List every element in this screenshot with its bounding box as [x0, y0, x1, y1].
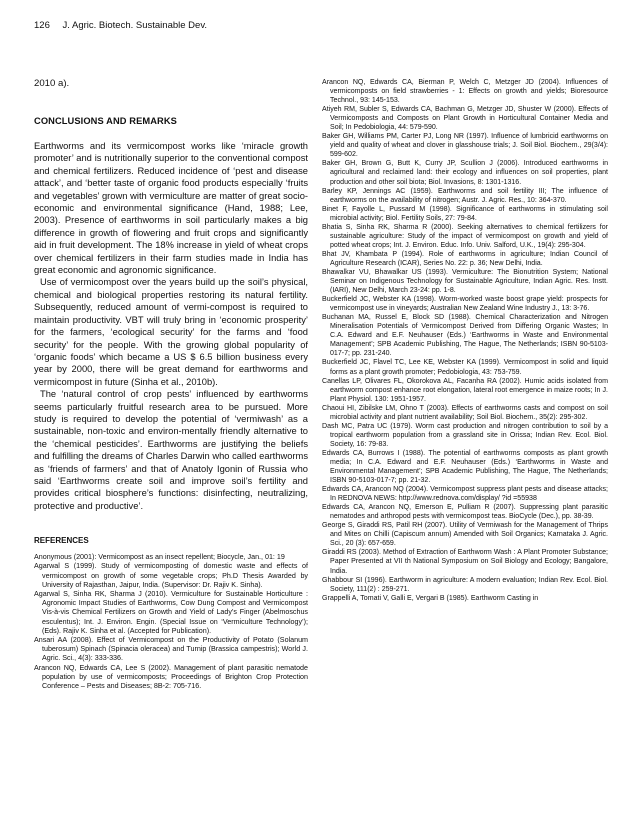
page-number: 126 [34, 20, 50, 31]
reference-list-right [322, 78, 608, 603]
reference-item: Edwards CA, Arancon NQ, Emerson E, Pulliam R (2007). Suppressing plant parasitic nematodes and arthropod pests with vermicompost teas. BioCycle (Dec.), pp. 38-39. [322, 504, 608, 521]
reference-item: Arancon NQ, Edwards CA, Lee S (2002). Management of plant parasitic nematode population by use of vermicomposts; Proceedings of Brighton Crop Protection Conference – Pests and Diseases; 8B-2: 705-716. [34, 663, 308, 691]
running-header [34, 20, 207, 31]
paragraph: Earthworms and its vermicompost works like ‘miracle growth promoter’ and is nutritionally superior to the conventional compost and chemical fertilizers. Reduced incidence of ‘pest and disease attack’, and ‘better taste of organic food products especially ‘fruits and vegetables’ grown with vermiculture are matter of great socio-economic and environmental significance (Hand, 1988; Lee, 2003). Presence of earthworms in soil particularly makes a big difference in growth of flowering and fruit crops and significantly aid in fruit development. The 18% increase in yield of wheat crops over chemical fertilizers in their farm studies made in India has great economic and agronomic significance. [34, 141, 308, 276]
reference-item: Chaoui HI, Zibilske LM, Ohno T (2003). Effects of earthworms casts and compost on soil microbial activity and plant nutrient availability; Soil Biol. Biochem., 35(2): 295-302. [322, 404, 608, 421]
reference-item: Binet F, Fayolle L, Pussard M (1998). Significance of earthworms in stimulating soil microbial activity; Biol. Fertility Soils, 27: 79-84. [322, 205, 608, 222]
paragraph: Use of vermicompost over the years build up the soil’s physical, chemical and biological properties restoring its natural fertility. Subsequently, reduced amount of vermi-compost is required to maintain productivity. VBT will truly bring in ‘economic prosperity’ for the farmers, ‘ecological security’ for the farms and ‘food security’ for the people. With the growing global popularity of ‘organic foods’ which became a US $ 6.5 billion business every year by 2000, there will be great demand for earthworms and vermicompost in future (Sinha et al., 2010b). [34, 277, 308, 387]
reference-list-left [34, 553, 308, 691]
reference-item: Agarwal S (1999). Study of vermicomposting of domestic waste and effects of vermicompost on growth of some vegetable crops; Ph.D Thesis Awarded by University of Rajasthan, Jaipur, India. (Supervisor: Dr. Rajiv K. Sinha). [34, 562, 308, 589]
reference-item: Atiyeh RM, Subler S, Edwards CA, Bachman G, Metzger JD, Shuster W (2000). Effects of Vermicomposts and Composts on Plant Growth in Horticultural Container Media and Soil; In Pedobiologia, 44: 579-590. [322, 106, 608, 132]
reference-item: Buckerfield JC, Webster KA (1998). Worm-worked waste boost grape yield: prospects for vermicompost use in vineyards; Australian New Zealand Wine Industry J., 13: 3-76. [322, 296, 608, 313]
paragraph: The ‘natural control of crop pests’ influenced by earthworms seems particularly fruitful research area to be pursued. More study is required to develop the potential of ‘vermiwash’ as a sustainable, non-toxic and environ-mentally friendly alternative to the ‘chemical pesticides’. Earthworms are justifying the beliefs and fulfilling the dreams of Charles Darwin who called earthworms as ‘friends of farmers’ and that of Anatoly Igonin of Russia who said ‘Earthworms create soil and improve soil’s fertility and provides critical biosphere’s functions: disinfecting, neutralizing, protective and productive’. [34, 389, 308, 511]
right-column [322, 78, 608, 603]
left-column [34, 78, 308, 691]
reference-item: Baker GH, Williams PM, Carter PJ, Long NR (1997). Influence of lumbricid earthworms on yield and quality of wheat and clover in glasshouse trials; J. Soil Biol. Biochem., 29(3/4): 599-602. [322, 133, 608, 159]
reference-item: Buchanan MA, Russel E, Block SD (1988). Chemical Characterization and Nitrogen Mineralisation Potentials of Vermicompost Derived from Differing Organic Wastes; In C.A. Edward and E.F. Neuhauser (Eds.) ‘Earthworms in Waste and Environmental Management’; SPB Academic Publishing, The Hague, The Netherlands; ISBN 90-5103-017-7; pp. 231-240. [322, 314, 608, 358]
reference-item: Arancon NQ, Edwards CA, Bierman P, Welch C, Metzger JD (2004). Influences of vermicomposts on field strawberries - 1: Effects on growth and yields; Bioresource Technol., 93: 145-153. [322, 79, 608, 105]
reference-item: Giraddi RS (2003). Method of Extraction of Earthworm Wash : A Plant Promoter Substance; Paper Presented at VII th National Symposium on Soil Biology and Ecology; Bangalore, India. [322, 549, 608, 575]
conclusions-heading: CONCLUSIONS AND REMARKS [34, 116, 177, 126]
reference-item: Edwards CA, Burrows I (1988). The potential of earthworms composts as plant growth media; In C.A. Edward and E.F. Neuhauser (Eds.) ‘Earthworms in Waste and Environmental Management’; SPB Academic Publishing, The Hague, The Netherlands; ISBN 90-5103-017-7; pp. 21-32. [322, 449, 608, 485]
reference-item: Bhat JV, Khambata P (1994). Role of earthworms in agriculture; Indian Council of Agriculture Research (ICAR), Series No. 22: p. 36; New Delhi, India. [322, 250, 608, 267]
reference-item: Ansari AA (2008). Effect of Vermicompost on the Productivity of Potato (Solanum tuberosum) Spinach (Spinacia oleracea) and Turnip (Brassica campestris); World J. Agric. Sci., 4(3): 333-336. [34, 636, 308, 663]
references-heading: REFERENCES [34, 536, 89, 546]
reference-item: Baker GH, Brown G, Butt K, Curry JP, Scullion J (2006). Introduced earthworms in agricultural and reclaimed land: their ecology and influences on soil properties, plant production and other soil biota; Biol. Invasions, 8: 1301-1316. [322, 160, 608, 186]
reference-item: George S, Giraddi RS, Patil RH (2007). Utility of Vermiwash for the Management of Thrips and Mites on Chilli (Capiscum annum) Amended with Soil Organics; Karnataka J. Agric. Sci., 20 (3): 657-659. [322, 522, 608, 548]
reference-item: Ghabbour SI (1996). Earthworm in agriculture: A modern evaluation; Indian Rev. Ecol. Biol. Society, 111(2) : 259-271. [322, 576, 608, 593]
reference-item: Agarwal S, Sinha RK, Sharma J (2010). Vermiculture for Sustainable Horticulture : Agronomic Impact Studies of Earthworms, Cow Dung Compost and Vermicompost Vis-à-vis Chemical Fertilizers on Growth and Yield of Lady’s Finger (Abelmoschus esculentus); Int. J. Environ. Engin. (Special Issue on ‘Vermiculture Technology’); (Eds). Rajiv K. Sinha et al. (Accepted for Publication). [34, 590, 308, 635]
reference-item: Canellas LP, Olivares FL, Okorokova AL, Facanha RA (2002). Humic acids isolated from earthworm compost enhance root elongation, lateral root emergence in maize roots; In J. Plant Physiol. 130: 1951-1957. [322, 377, 608, 403]
reference-item: Edwards CA, Arancon NQ (2004). Vermicompost suppress plant pests and disease attacks; In REDNOVA NEWS: http://www.rednova.com/display/ ?id =55938 [322, 486, 608, 503]
reference-item: Dash MC, Patra UC (1979). Worm cast production and nitrogen contribution to soil by a tropical earthworm population from a grassland site in Orissa; Indian Rev. Ecol. Biol. Society, 16: 79-83. [322, 422, 608, 448]
reference-item: Buckerfield JC, Flavel TC, Lee KE, Webster KA (1999). Vermicompost in solid and liquid forms as a plant growth promoter; Pedobiologia, 43: 753-759. [322, 359, 608, 376]
conclusions-body [34, 140, 308, 512]
reference-item: Bhatia S, Sinha RK, Sharma R (2000). Seeking alternatives to chemical fertilizers for sustainable agriculture: Study of the impact of vermicompost on growth and yield of potted wheat crops; Int. J. Environ. Educ. Info. Univ. Salford, U.K., 19(4): 295-304. [322, 223, 608, 249]
reference-item: Anonymous (2001): Vermicompost as an insect repellent; Biocycle, Jan., 01: 19 [34, 553, 285, 562]
journal-title: J. Agric. Biotech. Sustainable Dev. [62, 20, 208, 31]
reference-item: Bhawalkar VU, Bhawalkar US (1993). Vermiculture: The Bionutrition System; National Seminar on Indigenous Technology for Sustainable Agriculture, Indian Agric. Res. Instt. (IARI), New Delhi, March 23-24: pp. 1-8. [322, 268, 608, 295]
continuation-text: 2010 a). [34, 78, 70, 89]
reference-item: Barley KP, Jennings AC (1959). Earthworms and soil fertility III; The influence of earthworms on the availability of nitrogen; Austr. J. Agric. Res., 10: 364-370. [322, 187, 608, 204]
reference-item: Grappelli A, Tomati V, Galli E, Vergari B (1985). Earthworm Casting in [322, 594, 539, 602]
